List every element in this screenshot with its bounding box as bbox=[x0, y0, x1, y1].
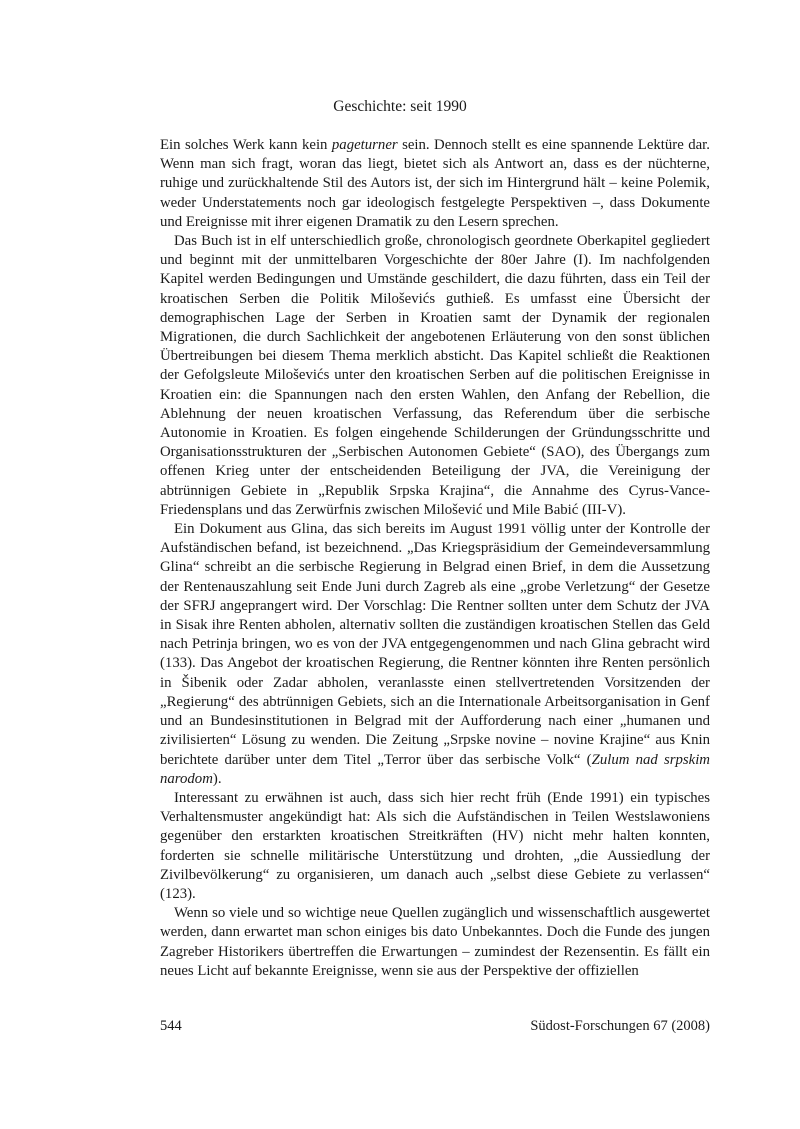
page-number: 544 bbox=[160, 1018, 182, 1034]
paragraph-5 bbox=[160, 904, 710, 981]
paragraph-1 bbox=[160, 136, 710, 232]
paragraph-4-text-1: Interessant zu erwähnen ist auch, dass sich hier recht früh (Ende 1991) ein typisches Verhaltensmuster angekündigt hat: Als sich die Aufständischen in Teilen Westslawoniens gegenüber den erstarkten kroatischen Streitkräften (HV) nicht mehr halten konnten, forderten sie schnelle militärische Unterstützung und drohten, „die Aussiedlung der Zivilbevölkerung“ zu organisieren, um danach auch „selbst diese Gebiete zu verlassen“ (123). bbox=[160, 789, 710, 902]
paragraph-1-text-1: Ein solches Werk kann kein bbox=[160, 137, 332, 153]
paragraph-3-text-2: ). bbox=[212, 770, 222, 787]
paragraph-2-text-1: Das Buch ist in elf unterschiedlich große, chronologisch geordnete Oberkapitel gegliedert und beginnt mit der unmittelbaren Vorgeschichte der 80er Jahre (I). Im nachfolgenden Kapitel werden Bedingungen und Umstände geschildert, die dazu führten, dass ein Teil der kroatischen Serben die Politik Miloševićs guthieß. Es umfasst eine Übersicht der demographischen Lage der Serben in Kroatien samt der Dynamik der regionalen Migrationen, die durch Sachlichkeit der angebotenen Erläuterung von den sonst üblichen Übertreibungen bei diesem Thema merklich absticht. Das Kapitel schließt die Reaktionen der Gefolgsleute Miloševićs unter den kroatischen Serben auf die politischen Ereignisse in Kroatien ein: die Spannungen nach den ersten Wahlen, den Anfang der Rebellion, die Ablehnung der neuen kroatischen Verfassung, das Referendum über die serbische Autonomie in Kroatien. Es folgen eingehende Schilderungen der Gründungsschritte und Organisationsstrukturen der „Serbischen Autonomen Gebiete“ (SAO), des Übergangs zum offenen Krieg unter der entscheidenden Beteiligung der JVA, die Vereinigung der abtrünnigen Gebiete in „Republik Srpska Krajina“, die Annahme des Cyrus-Vance-Friedensplans und das Zerwürfnis zwischen Milošević und Mile Babić (III-V). bbox=[160, 233, 710, 518]
paragraph-3-italic-title: Zulum nad srpskim narodom bbox=[160, 751, 710, 787]
journal-citation: Südost-Forschungen 67 (2008) bbox=[530, 1018, 710, 1034]
paragraph-3 bbox=[160, 520, 710, 789]
paragraph-4 bbox=[160, 789, 710, 904]
paragraph-5-text-1: Wenn so viele und so wichtige neue Quellen zugänglich und wissenschaftlich ausgewertet werden, dann erwartet man schon einiges bis dato Unbekanntes. Doch die Funde des jungen Zagreber Historikers übertreffen die Erwartungen – zumindest der Rezensentin. Es fällt ein neues Licht auf bekannte Ereignisse, wenn sie aus der Perspektive der offiziellen bbox=[160, 905, 710, 979]
paragraph-2 bbox=[160, 232, 710, 520]
paragraph-1-text-2: sein. Dennoch stellt es eine spannende Lektüre dar. Wenn man sich fragt, woran das liegt, bietet sich als Antwort an, dass es der nüchterne, ruhige und zurückhaltende Stil des Autors ist, der sich im Hintergrund hält – keine Polemik, weder Understatements noch gar ideologisch festgelegte Perspektiven –, dass Dokumente und Ereignisse mit ihrer eigenen Dramatik zu den Lesern sprechen. bbox=[160, 137, 710, 230]
body-text bbox=[160, 136, 710, 981]
running-title: Geschichte: seit 1990 bbox=[333, 98, 467, 115]
paragraph-1-italic-term: pageturner bbox=[331, 137, 398, 153]
paragraph-3-text-1: Ein Dokument aus Glina, das sich bereits im August 1991 völlig unter der Kontrolle der Aufständischen befand, ist bezeichnend. „Das Kriegspräsidium der Gemeindeversammlung Glina“ schreibt an die serbische Regierung in Belgrad einen Brief, in dem die Aussetzung der Rentenauszahlung seit Ende Juni durch Zagreb als eine „grobe Verletzung“ der Gesetze der SFRJ angeprangert wird. Der Vorschlag: Die Rentner sollten unter dem Schutz der JVA in Sisak ihre Renten abholen, alternativ sollten die zuständigen kroatischen Stellen das Geld nach Petrinja bringen, wo es von der JVA entgegengenommen und nach Glina gebracht wird (133). Das Angebot der kroatischen Regierung, die Rentner könnten ihre Renten persönlich in Šibenik oder Zadar abholen, veranlasste einen stellvertretenden Vorsitzenden der „Regierung“ des abtrünnigen Gebiets, sich an die Internationale Arbeitsorganisation in Genf und an Bundesinstitutionen in Belgrad mit der Aufforderung nach einer „humanen und zivilisierten“ Lösung zu wenden. Die Zeitung „Srpske novine – novine Krajine“ aus Knin berichtete darüber unter dem Titel „Terror über das serbische Volk“ ( bbox=[160, 521, 710, 768]
